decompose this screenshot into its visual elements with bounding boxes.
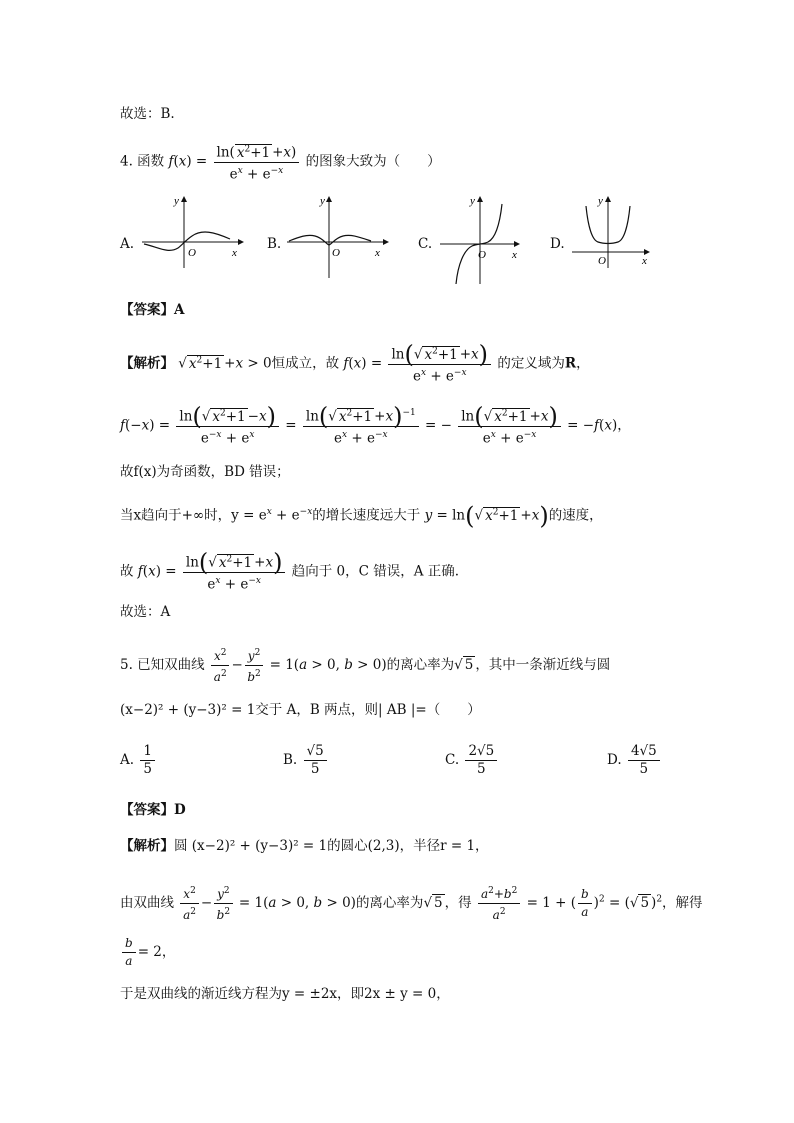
q4-prefix: 4. 函数 bbox=[120, 153, 165, 170]
q5-option-d: D. $\frac{4√5}{5}$ bbox=[607, 744, 662, 777]
q4-formula: $\frac{\ln( x^2+1 +x)}{e^x + e^{-x}}$ bbox=[214, 142, 300, 182]
analysis-4-line1: 【解析】 √ $x^2+1 +x > 0$恒成立，故 f(x) = $\frac{\ln(√ x^2+1 +x)}{e^x + e^{-x}}$ 的定义域为R， bbox=[120, 340, 590, 384]
svg-text:x: x bbox=[232, 247, 237, 259]
graph-option-b bbox=[283, 192, 393, 282]
svg-text:x: x bbox=[375, 247, 380, 259]
q4-fx: f bbox=[168, 153, 174, 170]
graph-option-c bbox=[436, 192, 526, 288]
svg-text:O: O bbox=[332, 247, 340, 259]
q5-option-a: A. $\frac{1}{5}$ bbox=[120, 744, 157, 777]
graph-option-b-label: B. bbox=[267, 236, 282, 252]
analysis-4-line2: f(−x) = $\frac{\ln(√ x^2+1 -x)}{e^{-x} + e^x}$ = $\frac{\ln(√ x^2+1 +x)^{-1}}{e^x + e^{-x}}$ = − $\frac{\ln(√ x^2+1 +x)}{e^x + e^{-x}}$ = −f(x)， bbox=[120, 402, 631, 446]
q5-option-c: C. $\frac{2√5}{5}$ bbox=[445, 744, 499, 777]
graph-option-d-label: D. bbox=[550, 236, 565, 252]
answer-select-b: 故选：B. bbox=[120, 106, 175, 122]
svg-text:y: y bbox=[598, 195, 603, 207]
svg-text:x: x bbox=[512, 249, 517, 261]
analysis-5-line1: 【解析】圆 (x−2)² + (y−3)² = 1的圆心(2,3)，半径r = 1， bbox=[120, 838, 489, 854]
svg-text:y: y bbox=[174, 195, 179, 207]
graph-option-a-label: A. bbox=[120, 236, 135, 252]
question-5-line1: 5. 已知双曲线 $\frac{x^2}{a^2}$ − $\frac{y^2}{b^2}$ = 1(a > 0, b > 0)的离心率为√ 5 ，其中一条渐近线与圆 bbox=[120, 648, 611, 684]
svg-text:y: y bbox=[320, 195, 325, 207]
svg-text:x: x bbox=[642, 255, 647, 267]
svg-text:O: O bbox=[478, 249, 486, 261]
svg-text:O: O bbox=[598, 255, 606, 267]
graph-option-a bbox=[138, 192, 248, 272]
analysis-4-growth: 当x趋向于+∞时，$y = e^x + e^{-x}$的增长速度远大于 y = ln(√ $x^2+1 +x$)的速度， bbox=[120, 502, 603, 530]
answer-5: 【答案】D bbox=[120, 802, 186, 818]
svg-text:O: O bbox=[188, 247, 196, 259]
analysis-4-odd: 故f(x)为奇函数，BD 错误； bbox=[120, 464, 290, 480]
q5-option-b: B. $\frac{√5}{5}$ bbox=[283, 744, 329, 777]
answer-select-a: 故选：A bbox=[120, 604, 171, 620]
analysis-4-conclusion: 故 f(x) = $\frac{\ln(√ x^2+1 +x)}{e^x + e^{-x}}$ 趋向于 0，C 错误，A 正确. bbox=[120, 548, 460, 592]
q4-suffix: 的图象大致为（ ） bbox=[305, 153, 441, 170]
analysis-5-line2: 由双曲线 $\frac{x^2}{a^2}$ − $\frac{y^2}{b^2}$ = 1(a > 0, b > 0)的离心率为√ 5 ，得 $\frac{a^2+b^2}{a^2}$ = 1 + ( $\frac{b}{a}$ )$^2$ = (√ 5 )$^2$，解得 bbox=[120, 886, 703, 922]
question-4: 4. 函数 f(x) = $\frac{\ln( x^2+1 +x)}{e^x + e^{-x}}$ 的图象大致为（ ） bbox=[120, 144, 441, 182]
analysis-5-line3: $\frac{b}{a}$ = 2， bbox=[120, 936, 175, 969]
analysis-5-line4: 于是双曲线的渐近线方程为y = ±2x，即2x ± y = 0， bbox=[120, 986, 450, 1002]
answer-4: 【答案】A bbox=[120, 302, 185, 318]
question-5-line2: (x−2)² + (y−3)² = 1交于 A，B 两点，则| AB |=（ ） bbox=[120, 702, 481, 718]
graph-option-c-label: C. bbox=[418, 236, 433, 252]
svg-text:y: y bbox=[470, 195, 475, 207]
graph-option-d bbox=[568, 192, 658, 270]
